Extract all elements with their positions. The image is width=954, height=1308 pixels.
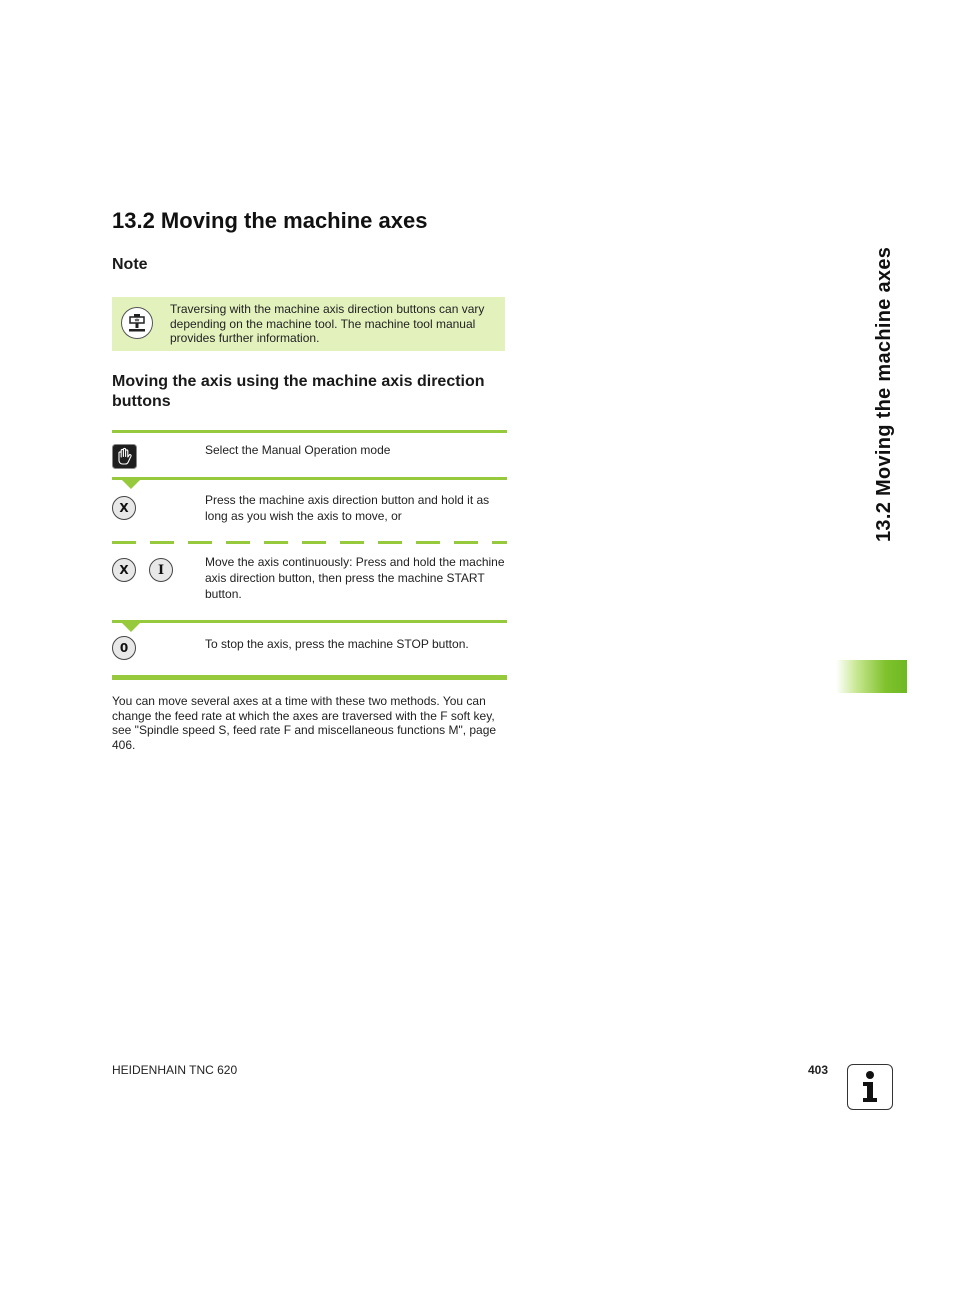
footer-product: HEIDENHAIN TNC 620: [112, 1063, 238, 1077]
machine-start-key: I: [149, 558, 173, 582]
info-icon: [847, 1064, 893, 1110]
section-heading: Moving the axis using the machine axis direction buttons: [112, 373, 485, 410]
note-title: Note: [112, 256, 148, 273]
side-running-title: 13.2 Moving the machine axes: [873, 246, 895, 542]
step-4-text: To stop the axis, press the machine STOP button.: [205, 637, 469, 651]
step-2-text: Press the machine axis direction button and hold it as long as you wish the axis to move, or: [205, 493, 490, 523]
note-text: Traversing with the machine axis direction buttons can vary depending on the machine tool. The machine tool manual provides further information.: [170, 302, 485, 346]
page-number: 403: [808, 1063, 829, 1077]
step-separator: [112, 620, 507, 623]
step-1-text: Select the Manual Operation mode: [205, 443, 391, 457]
step-3-text: Move the axis continuously: Press and hold the machine axis direction button, then press the machine START button.: [205, 555, 505, 601]
hand-icon: [112, 444, 137, 469]
step-arrow: [122, 623, 140, 632]
x-axis-key: X: [112, 496, 136, 520]
machine-tool-icon: [121, 307, 153, 339]
table-top-rule: [112, 430, 507, 433]
machine-stop-key: 0: [112, 636, 136, 660]
table-bottom-rule: [112, 675, 507, 680]
chapter-tab: [836, 660, 907, 693]
note-box: [112, 297, 505, 351]
page-title: 13.2 Moving the machine axes: [112, 208, 428, 233]
alternative-separator: [112, 541, 507, 544]
body-paragraph: You can move several axes at a time with these two methods. You can change the feed rate at which the axes are traversed with the F soft key, see "Spindle speed S, feed rate F and miscellaneous functions M", page 406.: [112, 694, 497, 752]
x-axis-key: X: [112, 558, 136, 582]
step-arrow: [122, 480, 140, 489]
step-separator: [112, 477, 507, 480]
